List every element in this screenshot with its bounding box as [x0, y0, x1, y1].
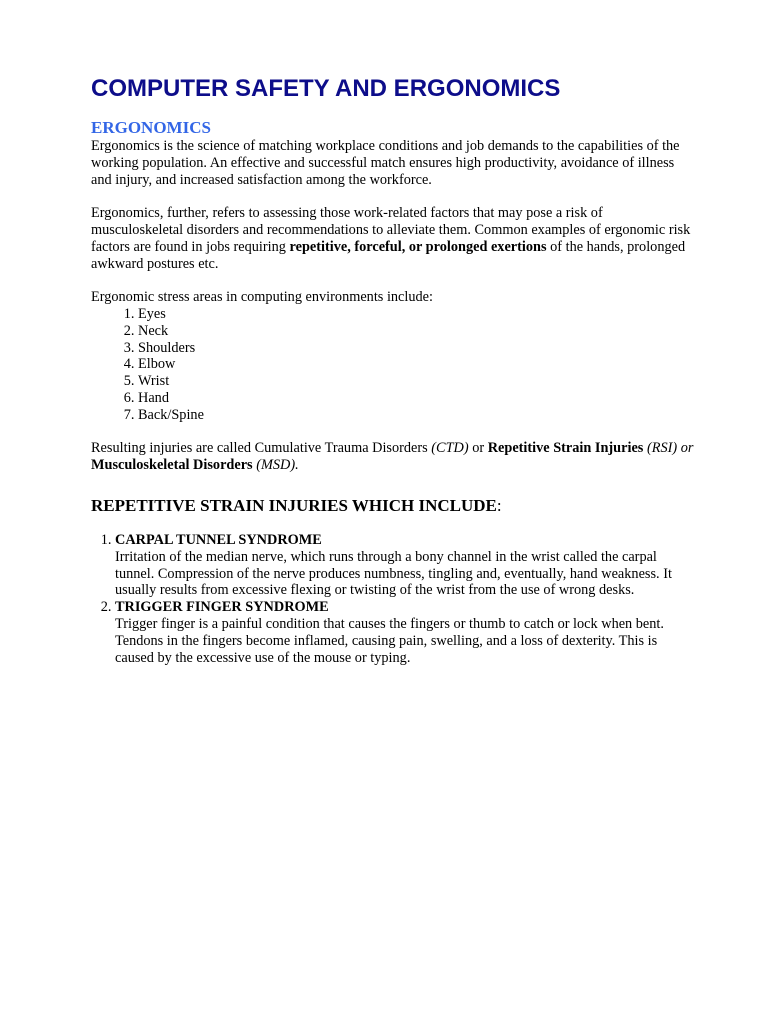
rsi-item-title: 1. CARPAL TUNNEL SYNDROME — [115, 531, 322, 548]
list-item: 1. Eyes — [138, 306, 695, 323]
risk-text-bold: repetitive, forceful, or prolonged exertions — [289, 238, 547, 255]
list-item: 6. Hand — [138, 390, 695, 407]
list-item: 2. Neck — [138, 323, 695, 340]
list-item: 3. Shoulders — [138, 340, 695, 357]
page-title: COMPUTER SAFETY AND ERGONOMICS — [91, 75, 561, 102]
rsi-heading-colon: : — [496, 495, 502, 515]
injuries-text-2: or — [468, 440, 488, 457]
injuries-text-1: Resulting injuries are called Cumulative Trauma Disorders — [91, 440, 432, 457]
stress-areas-list — [91, 306, 695, 424]
paragraph-gap — [91, 188, 695, 205]
paragraph-gap — [91, 424, 695, 441]
rsi-item-description: Irritation of the median nerve, which runs through a bony channel in the wrist called the carpal tunnel. Compression of the nerve produces numbness, tingling and, eventually, hand weakness. It usually results from excessive flexing or twisting of the wrist from the use of wrong desks. — [115, 548, 672, 599]
rsi-list — [91, 532, 695, 666]
document-content — [91, 74, 695, 666]
ergonomics-risk-paragraph — [91, 205, 695, 272]
list-item — [115, 599, 695, 666]
rsi-name: Repetitive Strain Injuries — [487, 440, 644, 457]
rsi-item-title: 2. TRIGGER FINGER SYNDROME — [115, 599, 329, 616]
list-item: 5. Wrist — [138, 373, 695, 390]
injuries-paragraph — [91, 440, 695, 474]
stress-intro: Ergonomic stress areas in computing environments include: — [91, 289, 433, 306]
risk-text-a: Ergonomics, further, refers to assessing those work-related factors that may pose a risk of musculoskeletal disorders and recommendations to alleviate them. Common examples of ergonomic risk factors are found in jobs requiring — [91, 205, 691, 255]
list-item: 7. Back/Spine — [138, 407, 695, 424]
rsi-heading-text: REPETITIVE STRAIN INJURIES WHICH INCLUDE — [91, 495, 497, 515]
rsi-item-description: Trigger finger is a painful condition that causes the fingers or thumb to catch or lock when bent. Tendons in the fingers become inflamed, causing pain, swelling, and a loss of dexterity. This is caused by the excessive use of the mouse or typing. — [115, 615, 664, 666]
msd-abbrev: (MSD). — [256, 457, 299, 474]
list-item: 4. Elbow — [138, 356, 695, 373]
rsi-abbrev: (RSI) or — [646, 440, 694, 457]
paragraph-gap — [91, 272, 695, 289]
ergonomics-definition: Ergonomics is the science of matching workplace conditions and job demands to the capabilities of the working population. An effective and successful match ensures high productivity, avoidance of illness and injury, and increased satisfaction among the workforce. — [91, 138, 680, 188]
risk-text-b: of the hands, prolonged awkward postures etc. — [91, 238, 686, 272]
ergonomics-heading: ERGONOMICS — [91, 118, 211, 137]
msd-name: Musculoskeletal Disorders — [91, 457, 253, 474]
rsi-heading — [91, 496, 695, 516]
list-item — [115, 532, 695, 599]
ctd-abbrev: (CTD) — [431, 440, 469, 457]
